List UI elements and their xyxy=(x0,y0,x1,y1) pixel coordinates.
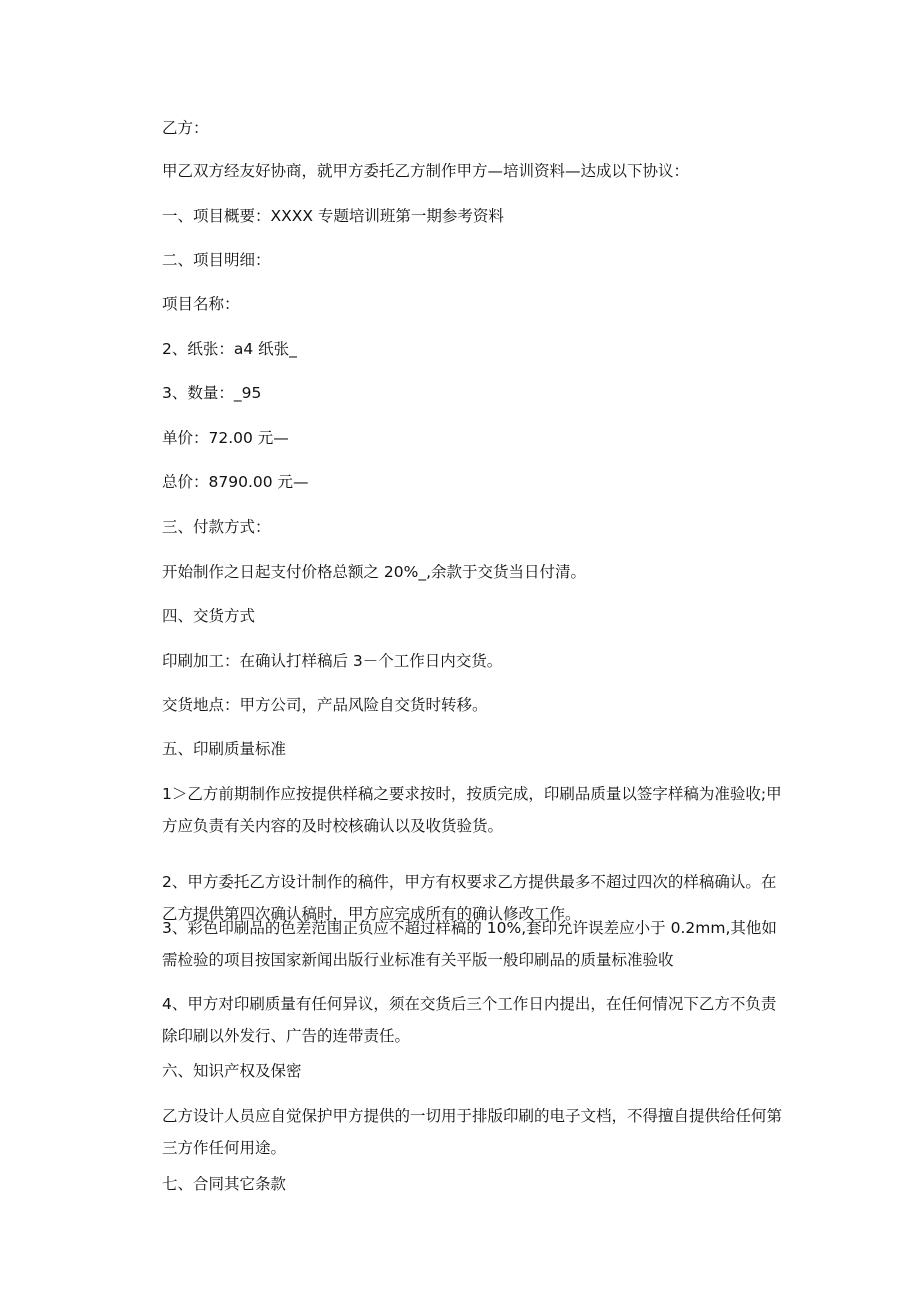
quality-clause-2: 2、甲方委托乙方设计制作的稿件，甲方有权要求乙方提供最多不超过四次的样稿确认。在乙方提供第四次确认稿时，甲方应完成所有的确认修改工作。 xyxy=(162,873,777,923)
unit-price-field: 单价：72.00 元— xyxy=(162,429,289,447)
section-6-heading: 六、知识产权及保密 xyxy=(162,1062,302,1080)
total-price-field: 总价：8790.00 元— xyxy=(162,473,309,491)
section-1-heading: 一、项目概要：XXXX 专题培训班第一期参考资料 xyxy=(162,207,504,225)
section-5-heading: 五、印刷质量标准 xyxy=(162,740,287,758)
section-7-heading: 七、合同其它条款 xyxy=(162,1175,287,1193)
section-4-heading: 四、交货方式 xyxy=(162,607,256,625)
item-name-field: 项目名称： xyxy=(162,295,240,313)
printing-text: 印刷加工：在确认打样稿后 3－个工作日内交货。 xyxy=(162,652,503,670)
section-2-heading: 二、项目明细： xyxy=(162,251,271,269)
confidentiality-text: 乙方设计人员应自觉保护甲方提供的一切用于排版印刷的电子文档，不得擅自提供给任何第三方作任何用途。 xyxy=(162,1107,783,1157)
quality-clause-1: 1＞乙方前期制作应按提供样稿之要求按时，按质完成，印刷品质量以签字样稿为准验收;甲方应负责有关内容的及时校核确认以及收货验货。 xyxy=(162,785,782,835)
party-b-label: 乙方： xyxy=(162,119,209,137)
quality-clause-4: 4、甲方对印刷质量有任何异议，须在交货后三个工作日内提出，在任何情况下乙方不负责除印刷以外发行、广告的连带责任。 xyxy=(162,995,777,1045)
payment-text: 开始制作之日起支付价格总额之 20%_,余款于交货当日付清。 xyxy=(162,563,587,581)
quality-clause-3: 3、彩色印刷品的色差范围正负应不超过样稿的 10%,套印允许误差应小于 0.2mm,其他如需检验的项目按国家新闻出版行业标准有关平版一般印刷品的质量标准验收 xyxy=(162,919,777,969)
intro-text: 甲乙双方经友好协商，就甲方委托乙方制作甲方—培训资料—达成以下协议： xyxy=(162,162,690,180)
section-3-heading: 三、付款方式： xyxy=(162,518,271,536)
paper-field: 2、纸张：a4 纸张_ xyxy=(162,340,297,358)
delivery-location-text: 交货地点：甲方公司，产品风险自交货时转移。 xyxy=(162,696,488,714)
quantity-field: 3、数量：_95 xyxy=(162,384,262,402)
